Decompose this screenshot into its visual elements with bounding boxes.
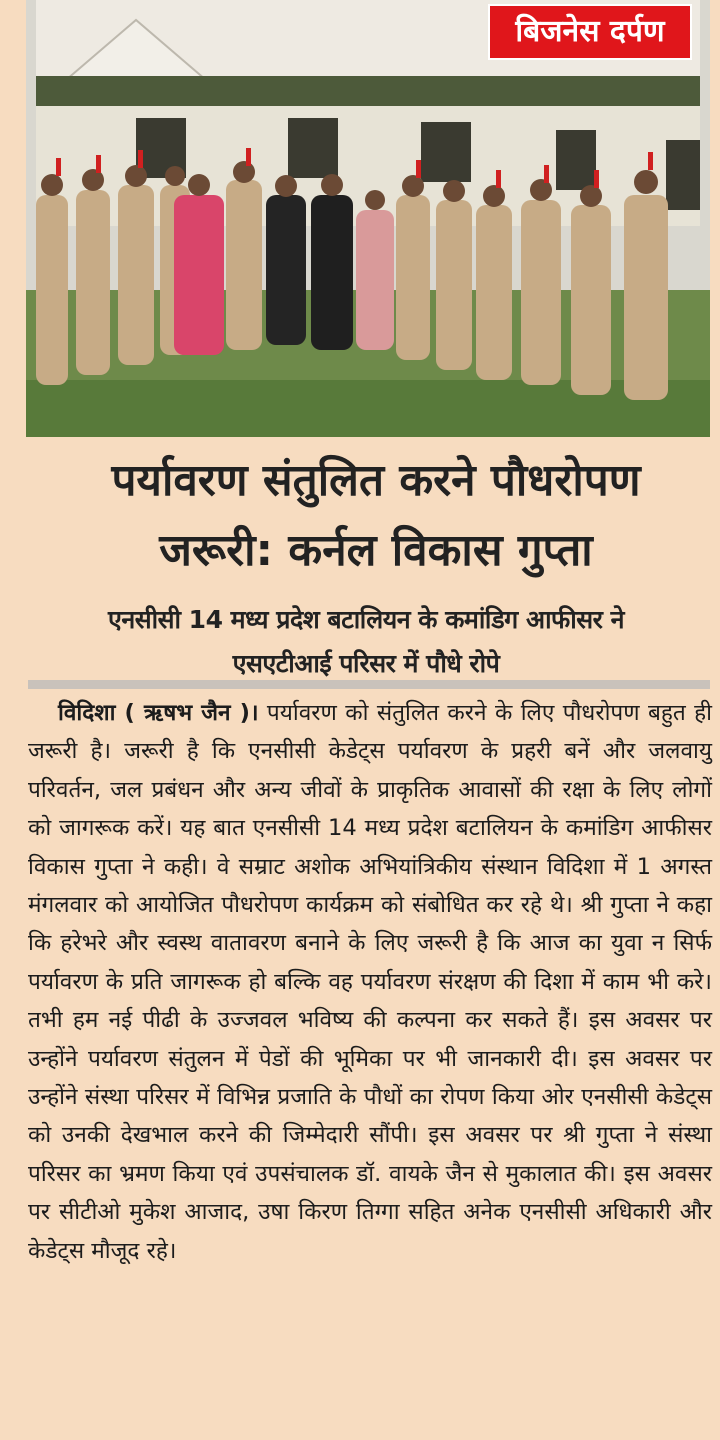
article-photo [26,0,710,437]
group-photo-icon [26,0,710,437]
subheadline-line1: एनसीसी 14 मध्य प्रदेश बटालियन के कमांडिग आफीसर ने [108,605,624,634]
article-body [28,694,712,1270]
article-text: पर्यावरण को संतुलित करने के लिए पौधरोपण बहुत ही जरूरी है। जरूरी है कि एनसीसी केडेट्स पर्यावरण के प्रहरी बनें और जलवायु परिवर्तन, जल प्रबंधन और अन्य जीवों के प्राकृतिक आवासों की रक्षा के लिए लोगों को जागरूक करें। यह बात एनसीसी 14 मध्य प्रदेश बटालियन के कमांडिग आफीसर विकास गुप्ता ने कही। वे सम्राट अशोक अभियांत्रिकीय संस्थान विदिशा में 1 अगस्त मंगलवार को आयोजित पौधरोपण कार्यक्रम को संबोधित कर रहे थे। श्री गुप्ता ने कहा कि हरेभरे और स्वस्थ वातावरण बनाने के लिए जरूरी है कि आज का युवा न सिर्फ पर्यावरण के प्रति जागरूक हो बल्कि वह पर्यावरण संरक्षण की दिशा में काम भी करे। तभी हम नई पीढी के उज्जवल भविष्य की कल्पना कर सकते हैं। इस अवसर पर उन्होंने पर्यावरण संतुलन में पेडों की भूमिका पर भी जानकारी दी। इस अवसर पर उन्होंने संस्था परिसर में विभिन्न प्रजाति के पौधों का रोपण किया ओर एनसीसी केडेट्स को उनकी देखभाल करने की जिम्मेदारी सौंपी। इस अवसर पर श्री गुप्ता ने संस्था परिसर का भ्रमण किया एवं उपसंचालक डॉ. वायके जैन से मुकालात की। इस अवसर पर सीटीओ मुकेश आजाद, उषा किरण तिग्गा सहित अनेक एनसीसी अधिकारी और केडेट्स मौजूद रहे। [28,700,712,1264]
headline-line1: पर्यावरण संतुलित करने पौधरोपण [111,455,641,506]
subheadline [40,598,692,686]
subheadline-line2: एसएटीआई परिसर में पौधे रोपे [232,649,500,678]
headline-line2: जरूरी: कर्नल विकास गुप्ता [159,525,593,576]
headline [40,446,712,586]
publication-logo: बिजनेस दर्पण [488,4,692,60]
divider [28,680,710,689]
dateline: विदिशा ( ऋषभ जैन )। [58,700,259,726]
